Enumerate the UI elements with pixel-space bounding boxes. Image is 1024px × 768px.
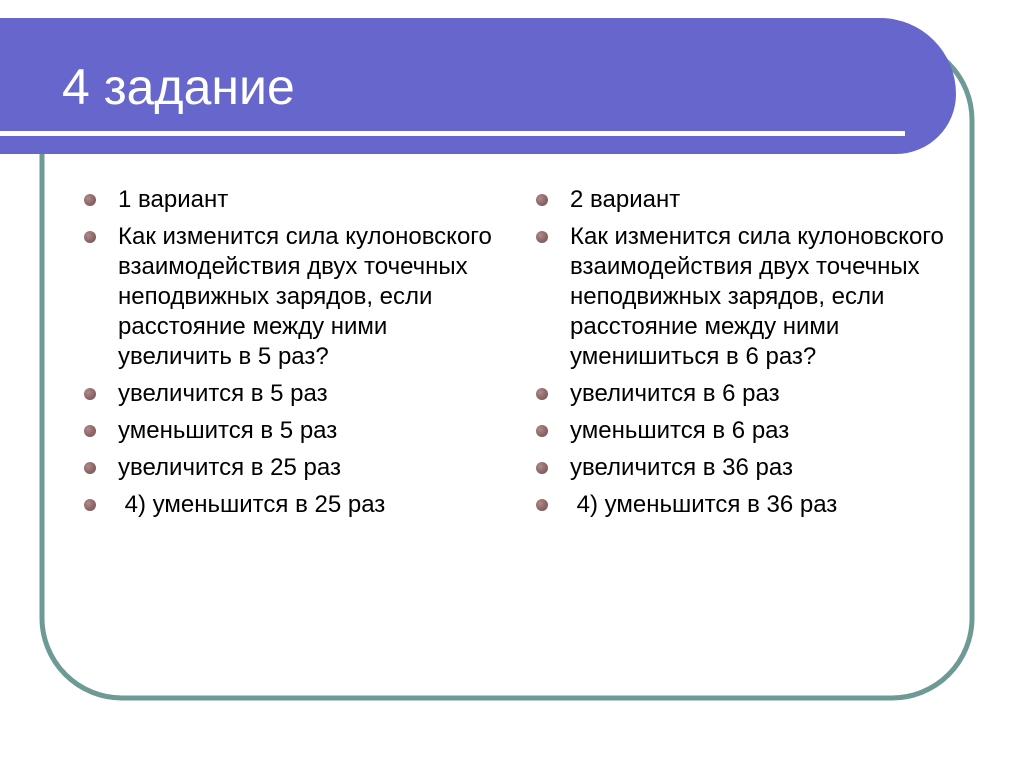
variant-2-list bbox=[570, 185, 955, 527]
variant-1-list bbox=[118, 185, 498, 527]
list-item-text: 2 вариант bbox=[570, 186, 681, 213]
slide-title: 4 задание bbox=[62, 59, 295, 115]
answer-option: увеличится в 36 раз bbox=[570, 454, 793, 481]
list-item bbox=[118, 416, 498, 446]
bullet-icon bbox=[84, 462, 96, 474]
bullet-icon bbox=[536, 231, 548, 243]
answer-option: 4) уменьшится в 36 раз bbox=[570, 491, 838, 518]
list-item bbox=[570, 185, 955, 215]
bullet-icon bbox=[84, 425, 96, 437]
bullet-icon bbox=[536, 388, 548, 400]
answer-option: увеличится в 6 раз bbox=[570, 380, 780, 407]
bullet-icon bbox=[84, 499, 96, 511]
answer-option: увеличится в 25 раз bbox=[118, 454, 341, 481]
list-item bbox=[118, 453, 498, 483]
list-item bbox=[118, 379, 498, 409]
list-item bbox=[118, 222, 498, 372]
question-text: Как изменится сила кулоновского взаимодействия двух точечных неподвижных зарядов, если расстояние между ними увеличить в 5 раз? bbox=[118, 223, 499, 370]
bullet-icon bbox=[536, 194, 548, 206]
bullet-icon bbox=[536, 462, 548, 474]
list-item bbox=[570, 453, 955, 483]
list-item bbox=[570, 490, 955, 520]
answer-option: уменьшится в 5 раз bbox=[118, 417, 338, 444]
answer-option: 4) уменьшится в 25 раз bbox=[118, 491, 386, 518]
answer-option: увеличится в 5 раз bbox=[118, 380, 328, 407]
list-item bbox=[570, 379, 955, 409]
bullet-icon bbox=[84, 231, 96, 243]
list-item bbox=[118, 185, 498, 215]
bullet-icon bbox=[536, 499, 548, 511]
bullet-icon bbox=[84, 194, 96, 206]
list-item bbox=[570, 222, 955, 372]
list-item bbox=[118, 490, 498, 520]
bullet-icon bbox=[84, 388, 96, 400]
bullet-icon bbox=[536, 425, 548, 437]
list-item-text: 1 вариант bbox=[118, 186, 229, 213]
question-text: Как изменится сила кулоновского взаимодействия двух точечных неподвижных зарядов, если расстояние между ними уменишиться в 6 раз? bbox=[570, 223, 951, 370]
title-underline bbox=[0, 131, 905, 136]
answer-option: уменьшится в 6 раз bbox=[570, 417, 790, 444]
list-item bbox=[570, 416, 955, 446]
